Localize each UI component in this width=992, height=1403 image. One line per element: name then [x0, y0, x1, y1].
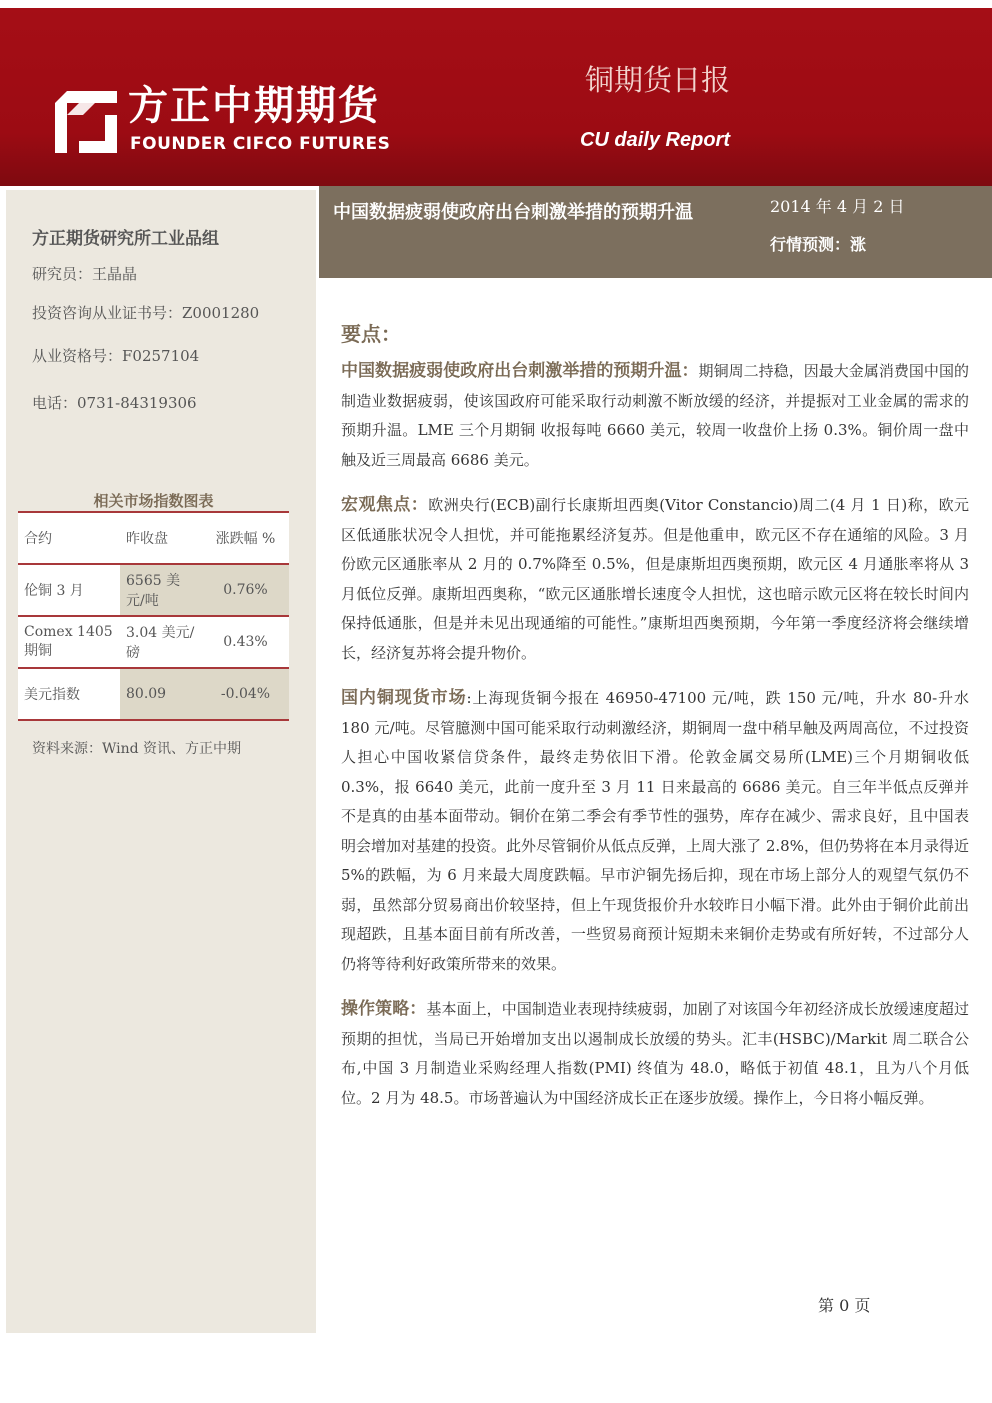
- section-body: :上海现货铜今报在 46950-47100 元/吨，跌 150 元/吨，升水 80-升水 180 元/吨。尽管臆测中国可能采取行动刺激经济，期铜周一盘中稍早触及两周高位，不过投资人担心中国收紧信贷条件，最终走势依旧下滑。伦敦金属交易所(LME)三个月期铜收低 0.3%，报 6640 美元，此前一度升至 3 月 11 日来最高的 6686 美元。自三年半低点反弹并不是真的由基本面带动。铜价在第二季会有季节性的强势，库存在减少、需求良好，且中国表明会增加对基建的投资。此外尽管铜价从低点反弹，上周大涨了 2.8%，但仍势将在本月录得近 5%的跌幅，为 6 月来最大周度跌幅。早市沪铜先扬后抑，现在市场上部分人的观望气氛仍不弱，虽然部分贸易商出价较坚持，但上午现货报价升水较昨日小幅下滑。此外由于铜价此前出现超跌，且基本面目前有所改善，一些贸易商预计短期未来铜价走势或有所好转，不过部分人仍将等待利好政策所带来的效果。: [341, 689, 969, 973]
- logo-chinese-name: 方正中期期货: [128, 83, 380, 129]
- row-prev-close: 80.09: [120, 668, 202, 720]
- row-prev-close: 6565 美元/吨: [120, 564, 202, 616]
- report-title: 铜期货日报: [584, 63, 730, 97]
- page-number: 第 0 页: [818, 1296, 871, 1315]
- section-lead: 宏观焦点：: [341, 495, 429, 515]
- row-prev-close: 3.04 美元/磅: [120, 616, 202, 668]
- row-contract: 美元指数: [18, 668, 120, 720]
- row-contract: 伦铜 3 月: [18, 564, 120, 616]
- row-contract: Comex 1405 期铜: [18, 616, 120, 668]
- section-body: 期铜周二持稳，因最大金属消费国中国的制造业数据疲弱，使该国政府可能采取行动刺激不断放缓的经济，并提振对工业金属的需求的预期升温。LME 三个月期铜 收报每吨 6660 美元，较周一收盘价上扬 0.3%。铜价周一盘中触及近三周最高 6686 美元。: [341, 362, 969, 469]
- row-change: 0.43%: [202, 616, 289, 668]
- section-strategy: [341, 995, 969, 1113]
- section-body: 基本面上，中国制造业表现持续疲弱，加剧了对该国今年初经济成长放缓速度超过预期的担忧，当局已开始增加支出以遏制成长放缓的势头。汇丰(HSBC)/Markit 周二联合公布,中国 3 月制造业采购经理人指数(PMI) 终值为 48.0，略低于初值 48.1，且为八个月低位。2 月为 48.5。市场普遍认为中国经济成长正在逐步放缓。操作上，今日将小幅反弹。: [341, 1000, 969, 1107]
- header-banner: [0, 8, 992, 186]
- section-domestic-spot: [341, 684, 969, 979]
- sidebar: [6, 190, 316, 1333]
- header-contract: 合约: [18, 512, 120, 564]
- section-macro-focus: [341, 491, 969, 668]
- logo-english-name: FOUNDER CIFCO FUTURES: [130, 134, 391, 154]
- report-subtitle: CU daily Report: [579, 129, 730, 151]
- researcher-name: 研究员：王晶晶: [32, 265, 138, 283]
- section-china-data: [341, 357, 969, 475]
- market-forecast: 行情预测：涨: [770, 235, 867, 254]
- data-source: 资料来源：Wind 资讯、方正中期: [32, 741, 242, 757]
- research-group: 方正期货研究所工业品组: [32, 229, 219, 249]
- cert-number: 投资咨询从业证书号：Z0001280: [32, 304, 260, 322]
- section-body: 欧洲央行(ECB)副行长康斯坦西奥(Vitor Constancio)周二(4 月 1 日)称，欧元区低通胀状况令人担忧，并可能拖累经济复苏。但是他重申，欧元区不存在通缩的风险。3 月份欧元区通胀率从 2 月的 0.7%降至 0.5%，但是康斯坦西奥预期，欧元区 4 月通胀率将从 3 月低位反弹。康斯坦西奥称，“欧元区通胀增长速度令人担忧，这也暗示欧元区将在较长时间内保持低通胀，但是并未见出现通缩的可能性。”康斯坦西奥预期，今年第一季度经济将会继续增长，经济复苏将会提升物价。: [341, 496, 970, 662]
- phone-number: 电话：0731-84319306: [32, 394, 197, 412]
- headline: 中国数据疲弱使政府出台刺激举措的预期升温: [333, 202, 693, 223]
- table-row: [18, 668, 289, 720]
- main-content: [341, 318, 969, 1129]
- header-prev-close: 昨收盘: [120, 512, 202, 564]
- row-change: -0.04%: [202, 668, 289, 720]
- title-bar: [319, 186, 992, 278]
- market-index-table: [18, 511, 289, 721]
- market-table-title: 相关市场指数图表: [93, 492, 214, 510]
- founder-logo-icon: [55, 91, 117, 153]
- section-lead: 中国数据疲弱使政府出台刺激举措的预期升温：: [341, 361, 699, 381]
- qualification-number: 从业资格号：F0257104: [32, 347, 200, 365]
- row-change: 0.76%: [202, 564, 289, 616]
- table-row: [18, 564, 289, 616]
- table-header-row: [18, 512, 289, 564]
- section-lead: 操作策略：: [341, 999, 427, 1019]
- report-date: 2014 年 4 月 2 日: [770, 197, 905, 216]
- table-row: [18, 616, 289, 668]
- key-points-heading: 要点：: [341, 322, 401, 346]
- header-change: 涨跌幅 %: [202, 512, 289, 564]
- section-lead: 国内铜现货市场: [341, 688, 467, 708]
